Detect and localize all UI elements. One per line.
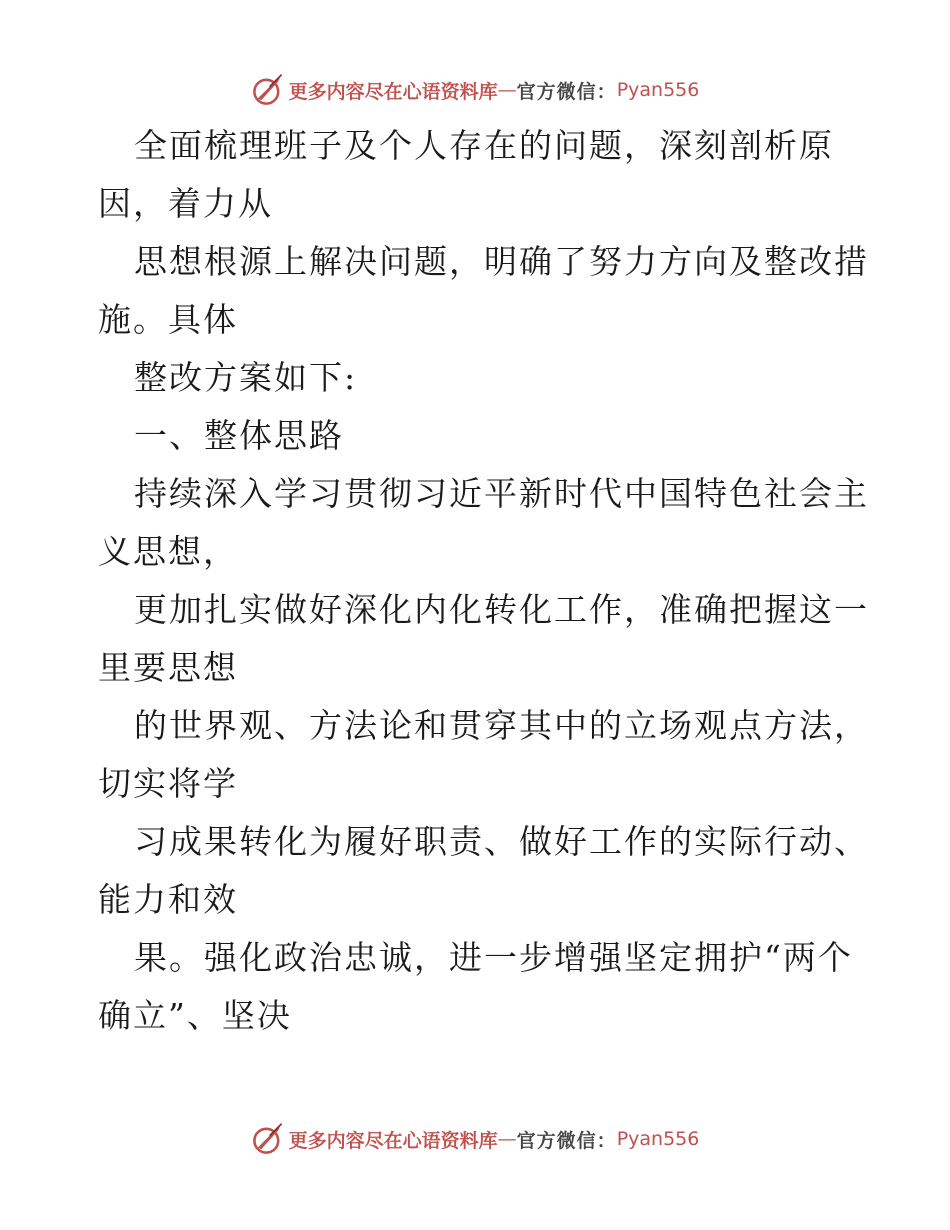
banner-wechat-id: Pyan556 xyxy=(616,1128,700,1150)
paragraph-line: 切实将学 xyxy=(98,764,238,803)
quill-pen-logo-icon xyxy=(251,1122,285,1156)
header-banner xyxy=(0,70,950,110)
paragraph-line: 整改方案如下: xyxy=(134,358,358,397)
quill-pen-logo-icon xyxy=(251,73,285,107)
banner-official-label: 官方微信： xyxy=(516,1129,617,1152)
document-body xyxy=(98,117,869,1045)
section-heading: 一、整体思路 xyxy=(134,416,344,455)
paragraph-line: 果。强化政治忠诚，进一步增强坚定拥护“两个 xyxy=(134,938,853,977)
paragraph-line: 里要思想 xyxy=(98,648,238,687)
banner-wechat-id: Pyan556 xyxy=(616,79,700,101)
banner-separator: — xyxy=(497,1128,517,1150)
paragraph-line: 能力和效 xyxy=(98,880,238,919)
paragraph-line: 因，着力从 xyxy=(98,184,273,223)
paragraph-line: 施。具体 xyxy=(98,300,238,339)
paragraph-line: 的世界观、方法论和贯穿其中的立场观点方法， xyxy=(134,706,869,745)
banner-main-text: 更多内容尽在心语资料库 xyxy=(288,1129,498,1152)
banner-separator: — xyxy=(497,79,517,101)
footer-banner xyxy=(0,1119,950,1159)
paragraph-line: 更加扎实做好深化内化转化工作，准确把握这一 xyxy=(134,590,869,629)
paragraph-line: 习成果转化为履好职责、做好工作的实际行动、 xyxy=(134,822,869,861)
paragraph-line: 确立”、坚决 xyxy=(98,996,292,1035)
paragraph-line: 全面梳理班子及个人存在的问题，深刻剖析原 xyxy=(134,126,834,165)
paragraph-line: 持续深入学习贯彻习近平新时代中国特色社会主 xyxy=(134,474,869,513)
paragraph-line: 义思想， xyxy=(98,532,238,571)
paragraph-line: 思想根源上解决问题，明确了努力方向及整改措 xyxy=(134,242,869,281)
banner-main-text: 更多内容尽在心语资料库 xyxy=(288,80,498,103)
banner-official-label: 官方微信： xyxy=(516,80,617,103)
